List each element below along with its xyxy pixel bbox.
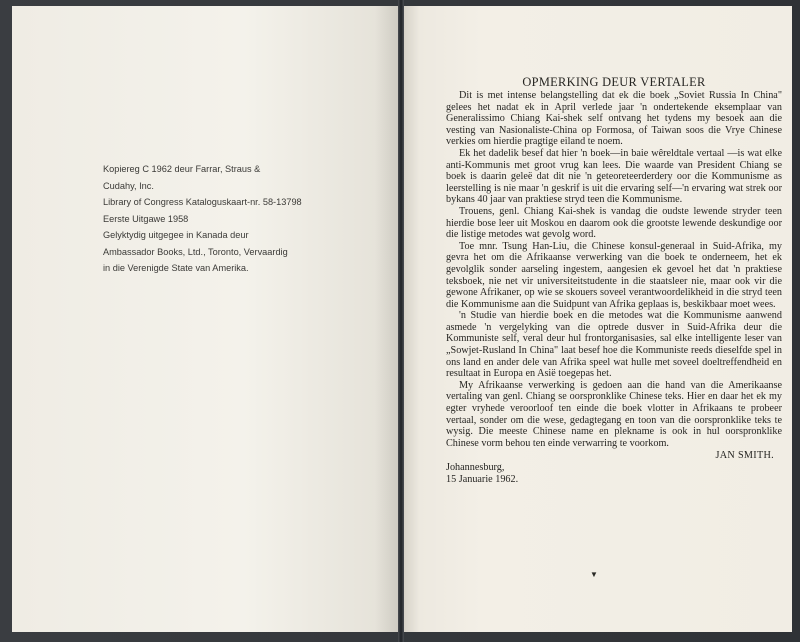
date-line: 15 Januarie 1962. [446, 473, 519, 485]
paragraph: Toe mnr. Tsung Han-Liu, die Chinese konsul-generaal in Suid-Afrika, my gevra het om die Afrikaanse verwerking van die boek te onderneem, het ek gevolglik sonder aarseling ingestem, aangesien ek gevoel het dat 'n praktiese teksboek, nie net vir universiteitstudente in die staatsleer nie, maar ook vir die gewone Afrikaner, op wie se skouers soveel verantwoordelikheid in die stryd teen die Kommunisme aan die Suidpunt van Afrika geplaas is, beskikbaar moet wees. [446, 240, 782, 310]
copyright-imprint [103, 161, 403, 277]
imprint-line: Kopiereg C 1962 deur Farrar, Straus & [103, 164, 261, 174]
page-marker-icon: ▼ [590, 570, 598, 579]
page-heading: OPMERKING DEUR VERTALER [522, 75, 706, 89]
imprint-line: Library of Congress Kataloguskaart-nr. 58-13798 [103, 197, 302, 207]
imprint-line: Ambassador Books, Ltd., Toronto, Vervaardig [103, 246, 288, 257]
paragraph: 'n Studie van hierdie boek en die metodes wat die Kommunisme aanwend asmede 'n vergelyking van die optrede dusver in Suid-Afrika deur die Kommuniste self, veral deur hul frontorganisasies, sal elke intelligente leser van „Sowjet-Rusland In China" laat besef hoe die Kommuniste reeds dieselfde spel in ons land en ander dele van Afrika speel wat hulle met soveel doeltreffendheid en resultaat in Europa en Asië toegepas het. [446, 310, 782, 380]
imprint-line: Gelyktydig uitgegee in Kanada deur [103, 230, 249, 240]
paragraph: Ek het dadelik besef dat hier 'n boek—in baie wêreldtale vertaal —is wat elke anti-Kommunis met groot vrug kan lees. Die waarde van President Chiang se boek is daarin geleë dat dit nie 'n geteoreteerderdery oor die Kommunisme as leerstelling is nie maar 'n geskrif is uit die ervaring self—'n ervaring wat strek oor bykans 40 jaar van praktiese stryd teen die Kommunisme. [446, 147, 782, 206]
signature: JAN SMITH. [715, 450, 774, 462]
imprint-line: Cudahy, Inc. [103, 180, 154, 191]
left-page [12, 6, 398, 632]
translator-note [446, 76, 782, 485]
paragraph: My Afrikaanse verwerking is gedoen aan die hand van die Amerikaanse vertaling van genl. Chiang se oorspronklike Chinese teks. Hier en daar het ek my egter vryhede veroorloof ten einde die boek vlotter in Afrikaans te probeer vertaal, sonder om die wese, gedagtegang en toon van die oorspronklike teks te wysig. Die meeste Chinese name en plekname is ook in hul oorspronklike Chinese vorm behou ten einde verwarring te voorkom. [446, 379, 782, 449]
imprint-line: in die Verenigde State van Amerika. [103, 263, 249, 273]
paragraph: Trouens, genl. Chiang Kai-shek is vandag die oudste lewende stryder teen hierdie bose leer uit Moskou en daarom ook die grootste lewende deskundige oor die listige metodes wat gevolg word. [446, 205, 782, 241]
place-line: Johannesburg, [446, 462, 505, 473]
imprint-line: Eerste Uitgawe 1958 [103, 213, 189, 224]
closing-block [446, 462, 782, 485]
paragraph: Dit is met intense belangstelling dat ek die boek „Soviet Russia In China" gelees het nadat ek in April verlede jaar 'n ondertekende eksemplaar van Generalissimo Chiang Kai-shek self ontvang het tydens my besoek aan die vesting van Nasionaliste-China op Formosa, of Taiwan soos die Vrye Chinese verkies om hierdie pragtige eiland te noem. [446, 90, 782, 148]
right-page [404, 6, 792, 632]
